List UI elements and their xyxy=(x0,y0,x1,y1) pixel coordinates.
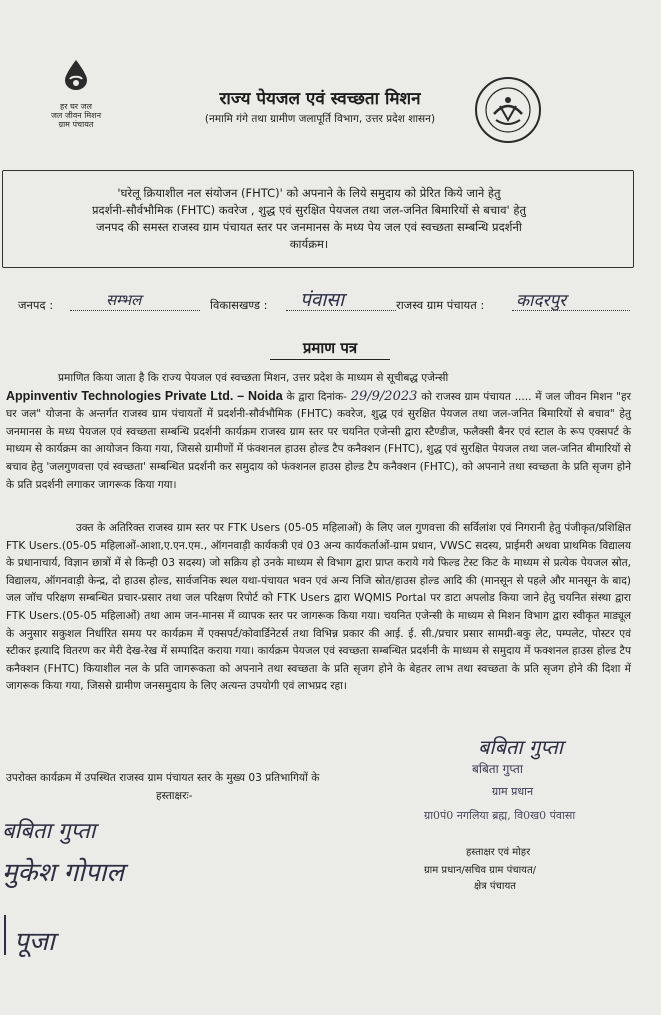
participant-signature-2: मुकेश गोपाल xyxy=(2,858,124,888)
panchayat-value: कादरपुर xyxy=(516,291,567,311)
certificate-title: प्रमाण पत्र xyxy=(270,338,390,360)
sign-role-line-2: क्षेत्र पंचायत xyxy=(474,881,516,892)
program-line-3: जनपद की समस्त राजस्व ग्राम पंचायत स्तर पर जनमानस के मध्य पेय जल एवं स्वच्छता सम्बन्धि प्रदर्शनी xyxy=(96,220,522,234)
pradhan-title-stamp: ग्राम प्रधान xyxy=(492,785,534,798)
panchayat-stamp: ग्रा0पं0 नगलिया ब्रह्म, वि0ख0 पंवासा xyxy=(424,809,576,822)
panchayat-label: राजस्व ग्राम पंचायत : xyxy=(396,298,485,312)
block-label: विकासखण्ड : xyxy=(210,298,268,312)
certificate-paragraph-1 xyxy=(6,370,631,494)
para1-body: ..... में जल जीवन मिशन "हर घर जल" योजना के अन्तर्गत राजस्व ग्राम पंचायतों में प्रदर्शनी-सौर्वभौमिक (FHTC) कवरेज, शुद्ध एवं सुरक्षित पेयजल तथा जल-जनित बिमारियों से बचाव" हेतु जनमानस के मध्य पेयजल एवं स्वच्छता सम्बन्धि प्रदर्शनी कार्यक्रम राजस्व ग्राम स्तर पर चयनित एजेन्सी द्वारा स्टैण्डीज, फलैक्सी बैनर एवं स्टाल के रूप एक्सपर्ट के माध्यम से कार्यक्रम का आयोजन किया गया, जिससे ग्रामीणों में फंक्शनल हाउस होल्ड टैप कनैक्शन (FHTC), शुद्ध एवं सुरक्षित पेयजल तथा जल-जनित बीमारियों से बचाव हेतु 'जलगुणवत्ता एवं स्वच्छता' सम्बन्धित प्रदर्शनी कर समुदाय को फंक्शनल हाउस होल्ड टैप कनैक्शन (FHTC), को अपनाने तथा स्वच्छता के प्रति सृजग होने के प्रति प्रदर्शनी लगाकर जागरूक किया गया। xyxy=(6,390,632,491)
up-government-emblem xyxy=(474,76,542,144)
water-drop-icon xyxy=(61,58,91,92)
mission-title: राज्य पेयजल एवं स्वच्छता मिशन xyxy=(219,89,421,109)
signature-mark xyxy=(4,915,10,955)
participants-intro-text: उपरोक्त कार्यक्रम में उपस्थित राजस्व ग्राम पंचायत स्तर के मुख्य 03 प्रतिभागियों के xyxy=(6,772,320,784)
para1-date-label: के द्वारा दिनांक- xyxy=(286,390,347,403)
participants-intro xyxy=(6,770,426,805)
para1-intro: प्रमाणित किया जाता है कि राज्य पेयजल एवं स्वच्छता मिशन, उत्तर प्रदेश के माध्यम से सूचीबद्ध एजेन्सी xyxy=(58,372,449,384)
pradhan-name-stamp: बबिता गुप्ता xyxy=(472,762,523,776)
logo-line-1: हर घर जल xyxy=(60,102,92,111)
certificate-paragraph-2: उक्त के अतिरिक्त राजस्व ग्राम स्तर पर FTK Users (05-05 महिलाओं) के लिए जल गुणवत्ता की सर्विलांश एवं निगरानी हेतु पंजीकृत/प्रशिक्षित FTK Users.(05-05 महिलाओं-आशा,ए.एन.एम., ऑगनवाड़ी कार्यकत्री एवं 03 अन्य कार्यकर्ताओं-ग्राम प्रधान, VWSC सदस्य, प्राईमरी अथवा प्राथमिक विद्यालय के प्रधानाचार्य, विज्ञान छात्रों में से किन्ही 03 सदस्य) जो सक्रिय हो उनके माध्यम से विभाग द्वारा प्राप्त कराये गये फिल्ड टेस्ट किट के माध्यम से प्रत्येक पेयजल स्रोत, विद्यालय, ऑगनवाड़ी केन्द्र, दो हाउस होल्ड, सार्वजनिक स्थल यथा-पंचायत भवन एवं अन्य निजि स्रोत/हाउस होल्ड आदि की (मानसून से पहले और मानसून के बाद) जल जॉच परिक्षण सम्बन्धित प्रचार-प्रसार तथा जल परिक्षण रिपोर्ट को FTK Users द्वारा WQMIS Portal पर डाटा अपलोड किया जाने हेतु चयनित संस्था द्वारा FTK Users.(05-05 महिलाओं) तथा आम जन-मानस में व्यापक स्तर पर जागरूक किया गया। चयनित एजेन्सी के माध्यम से मिशन विभाग द्वारा स्वीकृत माड्यूल के अनुसार सकुशल निर्धारित समय पर कार्यक्रम में एक्सपर्ट/कोवार्डिनेटर्स तथा विभिन्न प्रकार की आई. ई. सी./प्रचार प्रसार सामग्री-बकु लेट, पम्पलेट, पोस्टर एवं स्टीकर इत्यादि वितरण कर मेरी देख-रेख में सम्पादित कराया गया। कार्यक्रम पेयजल एवं स्वच्छता सम्बन्धित प्रदर्शनी के माध्यम से समुदाय में फक्शनल हाउस होल्ड टैप कनैक्शन (FHTC) कियाशील नल के प्रति जागरूकता को अपनाने तथा स्वच्छता के प्रति सृजग होने के बेहतर लाभ तथा स्वच्छता के प्रति सृजग होने की दिशा में जागरूक किया गया, जिससे ग्रामीण जनसमुदाय के लिए अत्यन्त उपयोगी एवं लाभप्रद रहा। xyxy=(6,522,631,693)
district-label: जनपद : xyxy=(18,298,54,312)
agency-name: Appinventiv Technologies Private Ltd. – Noida xyxy=(6,388,283,403)
sign-role-line-1: ग्राम प्रधान/सचिव ग्राम पंचायत/ xyxy=(424,865,537,876)
sign-and-seal-label: हस्ताक्षर एवं मोहर xyxy=(466,847,531,858)
program-line-1: 'घरेलू क्रियाशील नल संयोजन (FHTC)' को अपनाने के लिये समुदाय को प्रेरित किये जाने हेतु xyxy=(117,186,501,200)
district-value: सम्भल xyxy=(106,291,142,309)
logo-line-3: ग्राम पंचायत xyxy=(58,120,94,129)
signatures-label: हस्ताक्षरः- xyxy=(156,789,193,802)
block-value: पंवासा xyxy=(300,289,345,311)
participant-signature-3: पूजा xyxy=(14,927,55,957)
event-date: 29/9/2023 xyxy=(350,388,418,404)
pradhan-signature: बबिता गुप्ता xyxy=(478,735,563,759)
participant-signature-1: बबिता गुप्ता xyxy=(2,819,96,844)
mission-subtitle: (नमामि गंगे तथा ग्रामीण जलापूर्ति विभाग, उत्तर प्रदेश शासन) xyxy=(204,113,436,125)
program-line-2: प्रदर्शनी-सौर्वभौमिक (FHTC) कवरेज , शुद्ध एवं सुरक्षित पेयजल तथा जल-जनित बिमारियों से बचाव' हेतु xyxy=(91,203,527,217)
logo-line-2: जल जीवन मिशन xyxy=(50,111,102,120)
location-fields xyxy=(18,289,648,322)
para1-panchayat-label: को राजस्व ग्राम पंचायत xyxy=(421,390,511,403)
har-ghar-jal-logo xyxy=(46,58,106,129)
district-dotted-line xyxy=(70,310,200,311)
program-title-box xyxy=(2,170,634,268)
program-line-4: कार्यक्रम। xyxy=(289,237,329,251)
